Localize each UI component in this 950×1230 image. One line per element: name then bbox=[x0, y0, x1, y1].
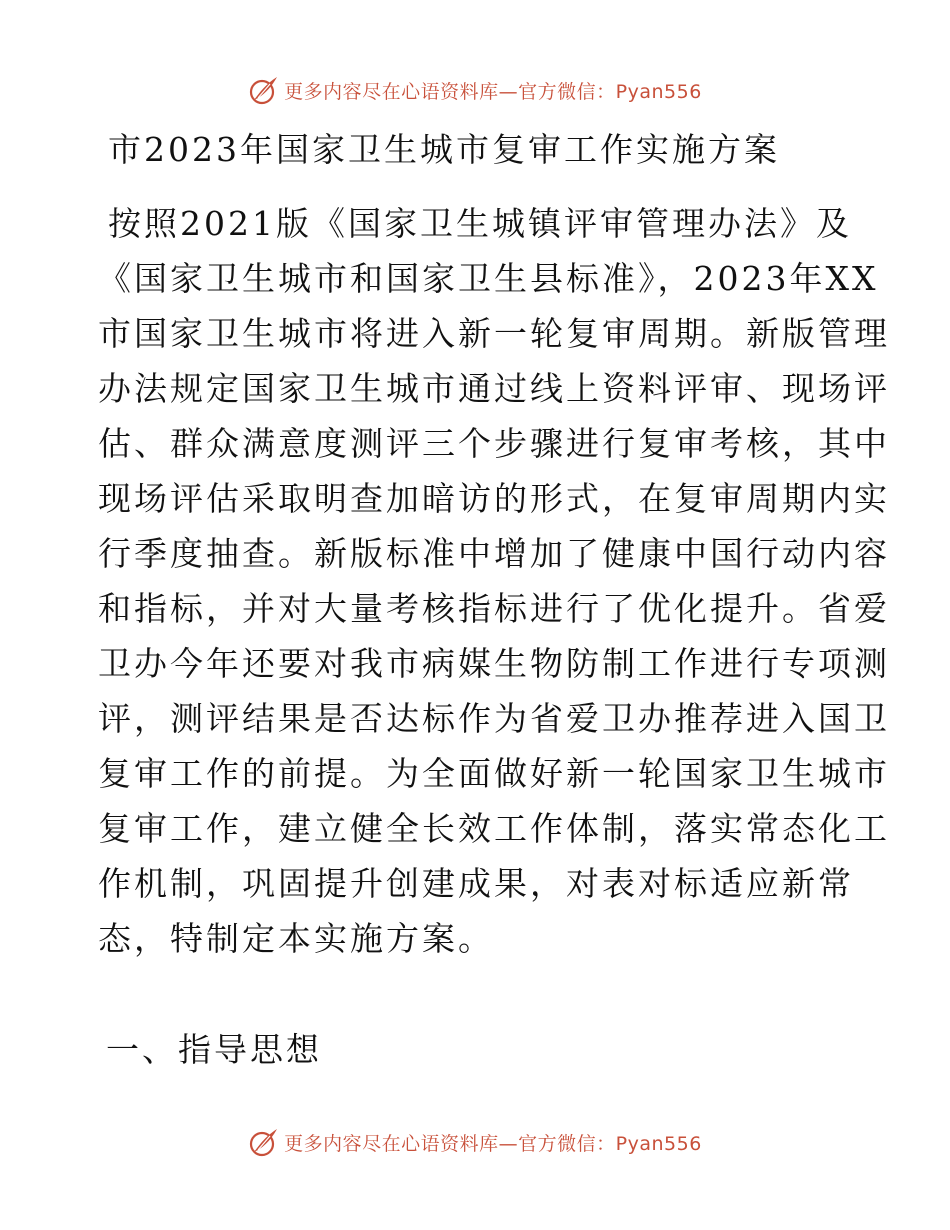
paragraph-line: 市国家卫生城市将进入新一轮复审周期。新版管理 bbox=[98, 314, 890, 353]
footer-banner bbox=[0, 1122, 950, 1162]
section-heading: 一、指导思想 bbox=[106, 1030, 322, 1069]
feather-logo-icon bbox=[248, 74, 280, 106]
paragraph-line: 评，测评结果是否达标作为省爱卫办推荐进入国卫 bbox=[98, 699, 890, 738]
paragraph-line: 态，特制定本实施方案。 bbox=[98, 919, 494, 958]
paragraph-line: 复审工作，建立健全长效工作体制，落实常态化工 bbox=[98, 809, 890, 848]
paragraph-line: 现场评估采取明查加暗访的形式，在复审周期内实 bbox=[98, 479, 890, 518]
feather-logo-icon bbox=[248, 1126, 280, 1158]
banner-text: 更多内容尽在心语资料库—官方微信：Pyan556 bbox=[284, 80, 702, 103]
paragraph-line: 行季度抽查。新版标准中增加了健康中国行动内容 bbox=[98, 534, 890, 573]
body-paragraph bbox=[98, 196, 890, 966]
paragraph-line: 办法规定国家卫生城市通过线上资料评审、现场评 bbox=[98, 369, 890, 408]
paragraph-line: 卫办今年还要对我市病媒生物防制工作进行专项测 bbox=[98, 644, 890, 683]
paragraph-line: 《国家卫生城市和国家卫生县标准》，2023年XX bbox=[98, 259, 879, 298]
paragraph-line: 和指标，并对大量考核指标进行了优化提升。省爱 bbox=[98, 589, 890, 628]
header-banner bbox=[0, 70, 950, 110]
paragraph-line: 按照2021版《国家卫生城镇评审管理办法》及 bbox=[108, 204, 852, 243]
paragraph-line: 估、群众满意度测评三个步骤进行复审考核，其中 bbox=[98, 424, 890, 463]
document-title: 市2023年国家卫生城市复审工作实施方案 bbox=[108, 130, 780, 169]
paragraph-line: 复审工作的前提。为全面做好新一轮国家卫生城市 bbox=[98, 754, 890, 793]
paragraph-line: 作机制，巩固提升创建成果，对表对标适应新常 bbox=[98, 864, 854, 903]
banner-text: 更多内容尽在心语资料库—官方微信：Pyan556 bbox=[284, 1132, 702, 1155]
